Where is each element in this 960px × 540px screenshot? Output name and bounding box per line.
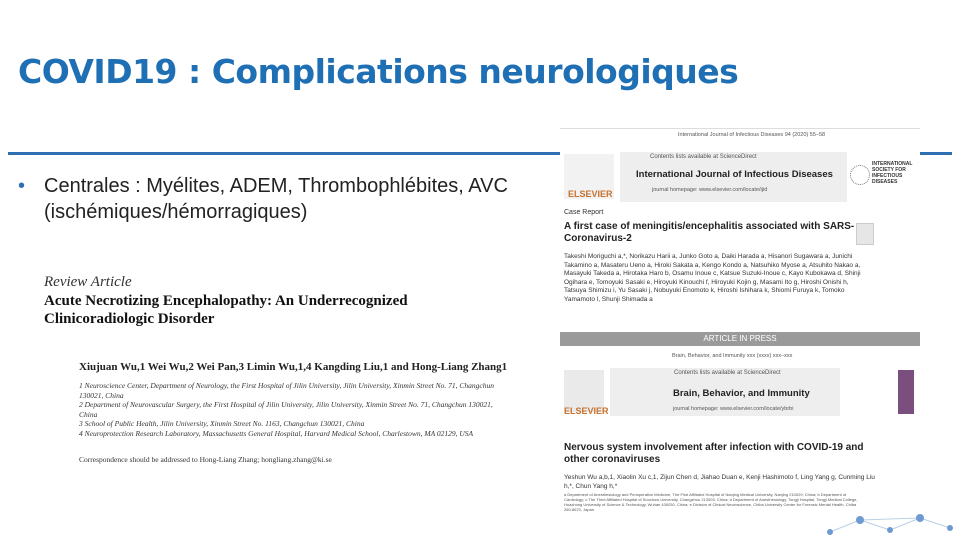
article-authors: Yeshun Wu a,b,1, Xiaolin Xu c,1, Zijun Chen d, Jiahao Duan e, Kenji Hashimoto f, Ling Yang g, Cunming Liu h,*, Chun Yang h,*	[564, 474, 875, 490]
contents-note: Contents lists available at ScienceDirect	[674, 370, 781, 376]
paper-screenshot-meningitis	[560, 128, 920, 351]
journal-cover-image	[898, 370, 914, 414]
affiliation-line: 1 Neuroscience Center, Department of Neurology, the First Hospital of Jilin University, Jilin University, Xinmin Street No. 71, Changchun 130021, China	[79, 381, 494, 400]
affiliation-line: 2 Department of Neurovascular Surgery, the First Hospital of Jilin University, Jilin University, Xinmin Street No. 71, Changchun 130021, China	[79, 400, 493, 419]
affiliation-line: 3 School of Public Health, Jilin University, Xinmin Street No. 1163, Changchun 130021, China	[79, 419, 365, 428]
journal-homepage: journal homepage: www.elsevier.com/locate/ijid	[652, 187, 768, 193]
society-logo	[850, 161, 913, 191]
article-in-press-banner: ARTICLE IN PRESS	[560, 332, 920, 346]
publisher-name: ELSEVIER	[564, 406, 609, 416]
publisher-name: ELSEVIER	[568, 189, 613, 199]
journal-name: Brain, Behavior, and Immunity	[673, 388, 810, 399]
affiliation-line: 4 Neuroprotection Research Laboratory, Massachusetts General Hospital, Harvard Medical School, Charlestown, MA 02129, USA	[79, 428, 474, 438]
society-emblem-icon	[850, 165, 870, 185]
article-type: Review Article	[44, 274, 132, 290]
bullet-marker: •	[18, 175, 26, 197]
article-correspondence: Correspondence should be addressed to Hong-Liang Zhang; hongliang.zhang@ki.se	[79, 455, 332, 464]
journal-homepage: journal homepage: www.elsevier.com/locate/ybrbi	[673, 406, 794, 412]
journal-citation: International Journal of Infectious Diseases 94 (2020) 55–58	[678, 132, 826, 138]
article-affiliations	[79, 381, 509, 438]
article-authors: Takeshi Moriguchi a,*, Norikazu Harii a, Junko Goto a, Daiki Harada a, Hisanori Sugawara a, Junichi Takamino a, Masateru Ueno a, Hiroki Sakata a, Kengo Kondo a, Natsuhiko Myose a, Atsuhito Nakao a, Masayuki Takeda a, Hirotaka Haro b, Osamu Inoue c, Katsue Suzuki-Inoue c, Kayo Kubokawa d, Shinji Ogihara e, Tomoyuki Sasaki e, Hiroyuki Kinouchi f, Hiroyuki Kojin g, Masami Ito g, Hiroshi Onishi h, Tatsuya Shimizu i, Yu Sasaki j, Nobuyuki Enomoto k, Hiroshi Ishihara k, Shiomi Furuya k, Tomoko Yamamoto l, Shunji Shimada a	[564, 253, 861, 303]
article-title: A first case of meningitis/encephalitis associated with SARS-Coronavirus-2	[564, 221, 855, 244]
slide-title: COVID19 : Complications neurologiques	[18, 52, 739, 91]
article-title: Acute Necrotizing Encephalopathy: An Underrecognized Clinicoradiologic Disorder	[44, 293, 408, 327]
paper-screenshot-nervous-system	[560, 350, 920, 525]
journal-citation: Brain, Behavior, and Immunity xxx (xxxx) xxx–xxx	[672, 353, 793, 359]
network-decoration-icon	[820, 510, 960, 540]
article-affiliations: a Department of Anesthesiology and Perioperative Medicine, The First Affiliated Hospital of Nanjing Medical University, Nanjing 210029, China; b Department of Cardiology; c The Third Affiliated Hospital of Soochow University, Changzhou 213003, China; d Department of Anesthesiology, Tongji Hospital, Tongji Medical College, Huazhong University of Science & Technology, Wuhan 430030, China; e Division of Clinical Neuroscience, Chiba University Center for Forensic Mental Health, Chiba 260-8670, Japan	[564, 492, 858, 512]
article-type: Case Report	[564, 209, 604, 216]
paper-screenshot-ane	[34, 268, 514, 468]
bullet-text: Centrales : Myélites, ADEM, Thrombophlébites, AVC (ischémiques/hémorragiques)	[44, 175, 508, 223]
contents-note: Contents lists available at ScienceDirect	[650, 154, 757, 160]
journal-name: International Journal of Infectious Diseases	[636, 169, 833, 180]
article-title: Nervous system involvement after infection with COVID-19 and other coronaviruses	[564, 442, 864, 465]
society-name: INTERNATIONAL SOCIETY FOR INFECTIOUS DISEASES	[872, 161, 913, 185]
check-for-updates-icon	[856, 223, 874, 245]
article-authors: Xiujuan Wu,1 Wei Wu,2 Wei Pan,3 Limin Wu,1,4 Kangding Liu,1 and Hong-Liang Zhang1	[79, 361, 508, 373]
